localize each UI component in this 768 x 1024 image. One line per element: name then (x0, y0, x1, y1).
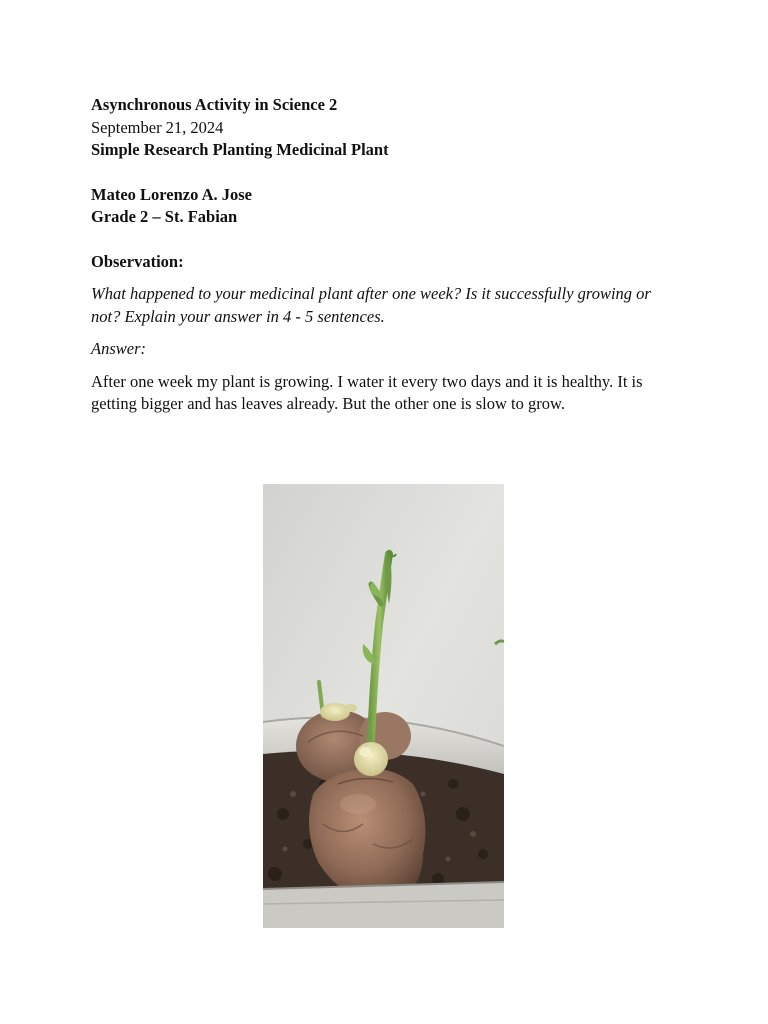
medicinal-plant-photo (263, 484, 504, 928)
research-title: Simple Research Planting Medicinal Plant (91, 140, 389, 159)
answer-text: After one week my plant is growing. I water it every two days and it is healthy. It is getting bigger and has leaves already. But the other one is slow to grow. (91, 371, 643, 413)
activity-date: September 21, 2024 (91, 117, 224, 137)
student-name: Mateo Lorenzo A. Jose (91, 184, 252, 204)
document-text (91, 94, 681, 416)
answer-label: Answer: (91, 339, 146, 358)
activity-title: Asynchronous Activity in Science 2 (91, 95, 338, 114)
student-grade-section: Grade 2 – St. Fabian (91, 207, 238, 226)
observation-question: What happened to your medicinal plant after one week? Is it successfully growing or not? Explain your answer in 4 - 5 sentences. (91, 284, 651, 326)
observation-heading: Observation: (91, 251, 184, 271)
